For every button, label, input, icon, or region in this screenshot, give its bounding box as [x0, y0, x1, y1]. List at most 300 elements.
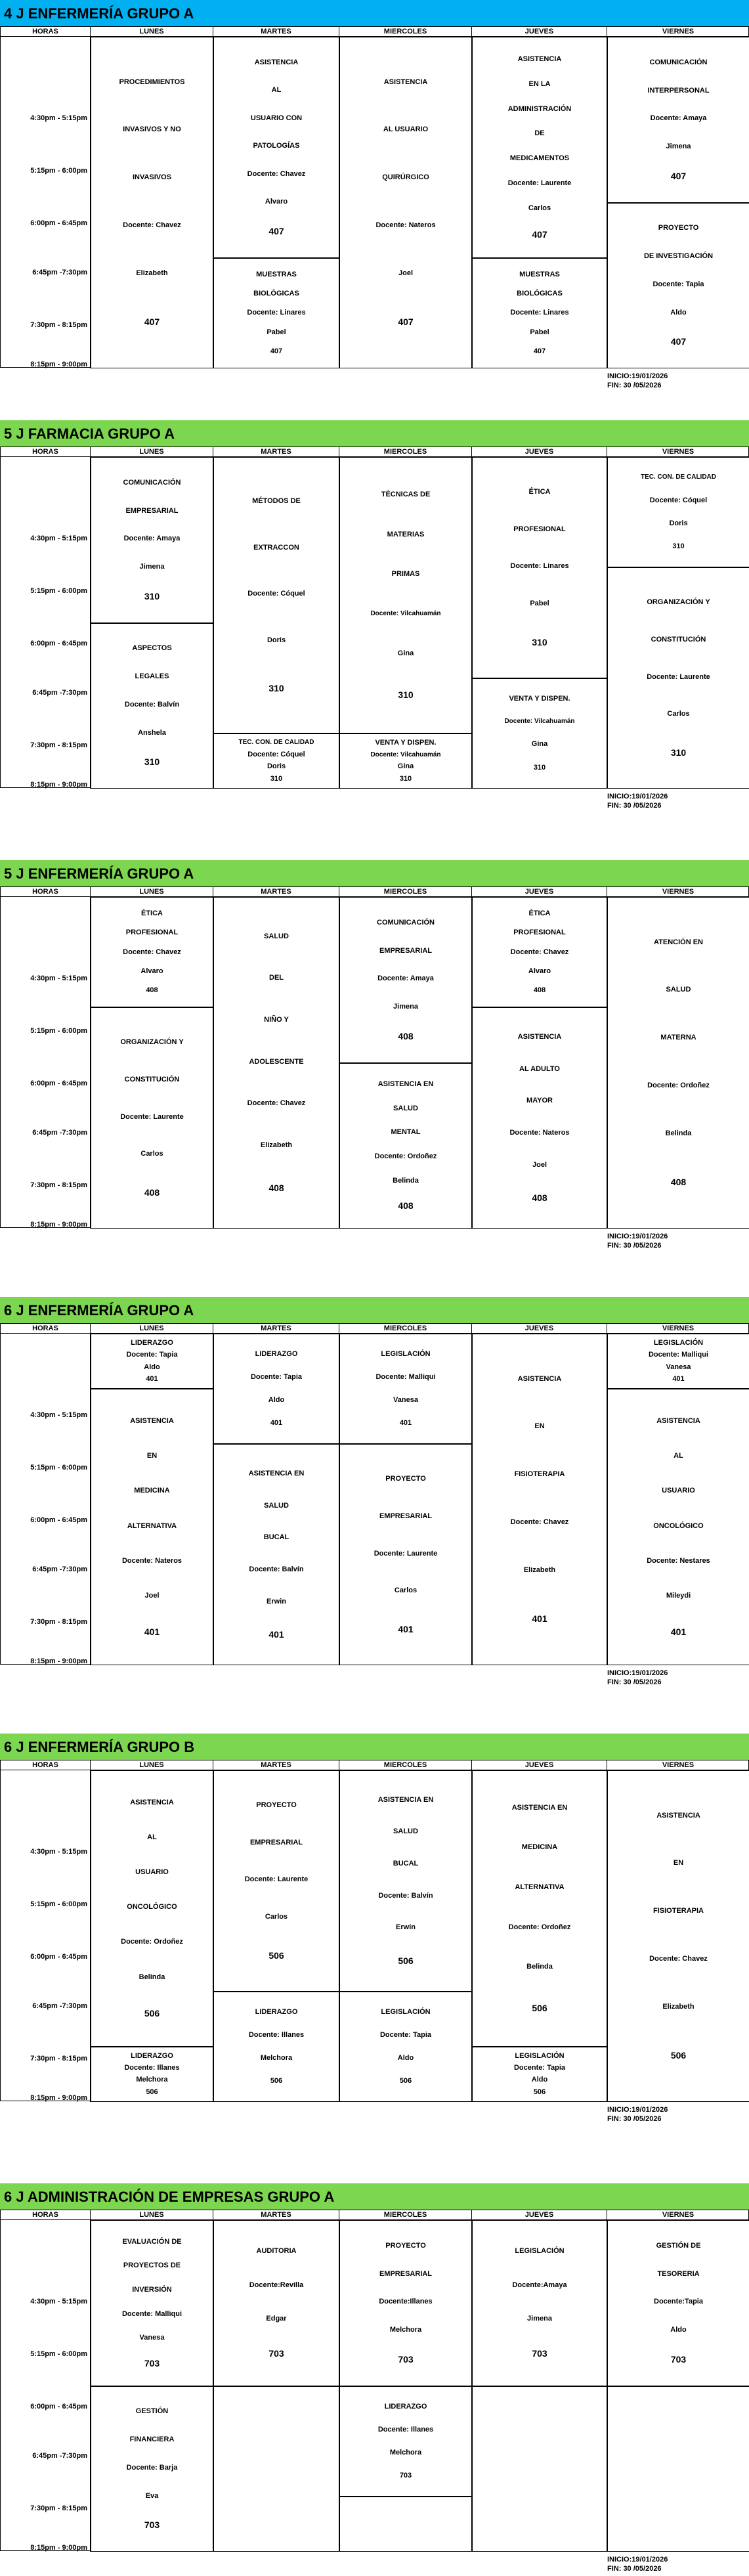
time-slot-label: 6:00pm - 6:45pm: [30, 1516, 87, 1524]
schedule-grid: [0, 886, 749, 1228]
course-line: ATENCIÓN EN: [654, 938, 703, 946]
course-line: Docente: Linares: [247, 309, 306, 317]
course-block: [213, 897, 339, 1229]
course-line: 703: [399, 2471, 412, 2479]
schedule-section: [0, 1734, 749, 2147]
course-line: Anshela: [138, 728, 166, 737]
course-line: VENTA Y DISPEN.: [509, 694, 570, 703]
course-line: Docente: Laurente: [120, 1112, 184, 1121]
course-line: PROFESIONAL: [513, 928, 566, 937]
course-line: SALUD: [393, 1827, 418, 1836]
course-line: 401: [399, 1419, 412, 1428]
course-block: [91, 1770, 213, 2047]
course-line: AL: [674, 1452, 683, 1460]
course-line: 401: [672, 1374, 685, 1383]
date-line: FIN: 30 /05/2026: [607, 802, 662, 810]
date-line: FIN: 30 /05/2026: [607, 1242, 662, 1250]
course-line: Docente: Nateros: [121, 1556, 182, 1565]
column-header: HORAS: [1, 27, 91, 37]
course-line: QUIRÚRGICO: [382, 173, 429, 182]
schedule-grid: [0, 1323, 749, 1665]
course-line: Alvaro: [528, 967, 551, 975]
column-header: HORAS: [1, 1324, 91, 1334]
column-header: JUEVES: [472, 1324, 607, 1334]
course-line: EVALUACIÓN DE: [122, 2237, 182, 2246]
course-block: [91, 897, 213, 1007]
course-line: Docente:Illanes: [379, 2298, 433, 2306]
time-slot-label: 6:45pm -7:30pm: [32, 2002, 87, 2010]
course-line: 407: [398, 317, 414, 328]
course-line: ASISTENCIA: [517, 55, 562, 63]
course-line: 310: [670, 747, 687, 758]
time-slot-label: 7:30pm - 8:15pm: [30, 2055, 87, 2063]
course-line: Carlos: [140, 1150, 163, 1158]
course-line: BUCAL: [393, 1859, 419, 1867]
course-line: PROFESIONAL: [125, 928, 179, 937]
time-column: [1, 897, 91, 1229]
time-slot-label: 8:15pm - 9:00pm: [30, 1221, 87, 1229]
course-line: ASISTENCIA: [130, 1799, 174, 1807]
course-line: Carlos: [667, 710, 690, 718]
course-line: MENTAL: [391, 1128, 421, 1137]
course-line: Docente:Tapia: [654, 2298, 703, 2306]
course-line: 506: [398, 1955, 414, 1966]
time-slot-label: 6:00pm - 6:45pm: [30, 219, 87, 227]
time-slot-label: 6:45pm -7:30pm: [32, 1129, 87, 1137]
course-line: Docente: Laurente: [374, 1549, 438, 1558]
course-block: [339, 457, 472, 733]
course-line: Docente: Chavez: [247, 169, 306, 178]
course-line: FINANCIERA: [129, 2435, 175, 2443]
time-slot-label: 6:00pm - 6:45pm: [30, 2403, 87, 2411]
course-line: FISIOTERAPIA: [514, 1470, 565, 1479]
time-slot-label: 6:45pm -7:30pm: [32, 1565, 87, 1573]
course-line: Docente: Chavez: [649, 1954, 708, 1963]
course-line: Docente: Cóquel: [649, 496, 708, 504]
course-line: 408: [670, 1177, 687, 1188]
course-line: 506: [270, 2076, 283, 2085]
course-line: LIDERAZGO: [131, 2052, 173, 2061]
course-line: ASPECTOS: [132, 644, 172, 653]
course-line: Erwin: [267, 1597, 286, 1605]
time-column: [1, 37, 91, 368]
course-line: TESORERIA: [657, 2269, 700, 2278]
time-slot-label: 8:15pm - 9:00pm: [30, 781, 87, 789]
course-block: [607, 203, 749, 369]
course-line: USUARIO: [135, 1868, 169, 1877]
course-line: Docente: Malliqui: [648, 1351, 709, 1359]
course-line: PROCEDIMIENTOS: [119, 77, 185, 86]
course-block: [91, 623, 213, 789]
course-block: [607, 1770, 749, 2102]
course-line: Jimena: [666, 142, 691, 150]
course-line: Docente: Chavez: [510, 1517, 569, 1526]
course-line: EN LA: [528, 79, 551, 88]
course-line: Elizabeth: [260, 1141, 293, 1149]
course-line: 401: [532, 1613, 547, 1625]
course-line: 310: [398, 689, 414, 700]
course-line: Docente: Chavez: [510, 948, 569, 956]
course-line: PROYECTO: [658, 224, 699, 232]
course-line: Belinda: [139, 1973, 165, 1981]
course-block: [472, 37, 607, 258]
schedule-dates: [607, 1669, 668, 1687]
course-line: CONSTITUCIÓN: [124, 1075, 180, 1083]
course-line: COMUNICACIÓN: [123, 478, 181, 487]
course-line: CONSTITUCIÓN: [651, 635, 706, 644]
course-line: Pabel: [267, 328, 286, 336]
course-line: Docente: Ordoñez: [647, 1081, 710, 1089]
course-block: [213, 37, 339, 258]
course-line: FISIOTERAPIA: [653, 1907, 704, 1915]
course-line: Alvaro: [265, 198, 288, 206]
course-line: LIDERAZGO: [384, 2402, 427, 2411]
course-line: ADMINISTRACIÓN: [507, 104, 572, 113]
course-line: COMUNICACIÓN: [377, 918, 435, 927]
time-column: [1, 1770, 91, 2102]
time-slot-label: 7:30pm - 8:15pm: [30, 2504, 87, 2512]
course-line: ASISTENCIA: [656, 1811, 700, 1820]
course-line: Docente: Laurente: [507, 179, 572, 188]
course-block: [91, 457, 213, 623]
column-header: MIERCOLES: [339, 2210, 472, 2220]
schedule-title: 5 J ENFERMERÍA GRUPO A: [0, 860, 749, 886]
column-header: MARTES: [213, 27, 339, 37]
date-line: FIN: 30 /05/2026: [607, 1678, 662, 1686]
course-line: Belinda: [393, 1176, 419, 1185]
column-header: JUEVES: [472, 1760, 607, 1770]
time-slot-label: 4:30pm - 5:15pm: [30, 114, 87, 122]
course-line: LEGISLACIÓN: [515, 2247, 565, 2256]
course-line: 310: [533, 763, 546, 772]
course-line: PROYECTO: [385, 2241, 426, 2250]
course-line: MEDICINA: [134, 1487, 170, 1495]
course-line: INVERSIÓN: [132, 2285, 172, 2294]
time-column: [1, 2220, 91, 2552]
course-line: AL: [271, 86, 282, 95]
course-line: Melchora: [389, 2326, 422, 2334]
course-block: [607, 1389, 749, 1665]
course-line: Aldo: [397, 2053, 414, 2062]
course-line: Docente: Illanes: [377, 2425, 434, 2434]
course-block: [607, 2220, 749, 2386]
time-slot-label: 4:30pm - 5:15pm: [30, 974, 87, 982]
course-line: ASISTENCIA: [383, 77, 428, 86]
course-line: Docente: Ordoñez: [508, 1923, 571, 1931]
course-line: Belinda: [526, 1963, 553, 1971]
course-line: Aldo: [670, 2326, 687, 2334]
course-line: MATERNA: [660, 1034, 696, 1042]
course-line: EN: [534, 1422, 545, 1431]
date-line: INICIO:19/01/2026: [607, 1669, 668, 1677]
course-line: ONCOLÓGICO: [127, 1903, 177, 1911]
course-block: [339, 1444, 472, 1665]
course-line: Elizabeth: [662, 2002, 695, 2011]
column-header: LUNES: [91, 1324, 213, 1334]
course-line: ASISTENCIA: [254, 58, 299, 66]
course-line: ASISTENCIA: [130, 1417, 174, 1426]
course-line: ASISTENCIA: [517, 1032, 562, 1041]
course-block: [213, 258, 339, 368]
column-header: VIERNES: [607, 1324, 749, 1334]
course-line: 408: [533, 986, 546, 995]
column-header: LUNES: [91, 447, 213, 457]
course-line: Jimena: [393, 1003, 418, 1011]
time-slot-label: 8:15pm - 9:00pm: [30, 360, 87, 368]
course-line: Belinda: [665, 1129, 692, 1137]
course-line: PROYECTOS DE: [123, 2261, 181, 2270]
course-line: Docente: Amaya: [123, 535, 181, 543]
course-line: 703: [670, 2353, 687, 2365]
course-line: Docente: Ordoñez: [121, 1938, 183, 1946]
course-line: 401: [268, 1629, 284, 1640]
course-line: LEGISLACIÓN: [653, 1339, 704, 1347]
course-line: COMUNICACIÓN: [649, 58, 708, 66]
course-line: Docente: Chavez: [123, 221, 181, 229]
course-line: Carlos: [265, 1913, 288, 1921]
column-header: MIERCOLES: [339, 1324, 472, 1334]
course-line: Elizabeth: [136, 269, 168, 277]
course-line: 310: [144, 756, 160, 768]
course-line: 310: [399, 774, 412, 783]
course-block: [91, 2220, 213, 2386]
time-slot-label: 6:00pm - 6:45pm: [30, 640, 87, 647]
course-line: Vanesa: [393, 1396, 418, 1405]
course-line: LEGISLACIÓN: [515, 2052, 565, 2061]
course-line: 703: [532, 2348, 547, 2359]
time-slot-label: 7:30pm - 8:15pm: [30, 1618, 87, 1626]
course-line: AL: [147, 1833, 157, 1842]
course-line: 408: [268, 1183, 284, 1194]
time-slot-label: 4:30pm - 5:15pm: [30, 1848, 87, 1856]
course-block: [339, 2497, 472, 2552]
course-line: MUESTRAS: [256, 270, 297, 278]
course-line: Joel: [398, 269, 413, 277]
schedule-dates: [607, 372, 668, 390]
column-header: LUNES: [91, 1760, 213, 1770]
course-line: EN: [146, 1452, 158, 1460]
course-block: [472, 2386, 607, 2552]
time-slot-label: 8:15pm - 9:00pm: [30, 2094, 87, 2102]
course-line: TEC. CON. DE CALIDAD: [238, 739, 314, 747]
course-line: Doris: [267, 762, 286, 771]
course-line: Gina: [397, 762, 414, 771]
course-line: GESTIÓN DE: [656, 2241, 701, 2250]
course-line: ORGANIZACIÓN Y: [120, 1038, 184, 1047]
course-block: [472, 1007, 607, 1229]
time-column: [1, 1334, 91, 1665]
course-line: Eva: [145, 2491, 159, 2500]
course-line: 408: [146, 986, 158, 995]
course-line: MUESTRAS: [519, 270, 560, 278]
schedule-grid: [0, 26, 749, 368]
course-line: BIOLÓGICAS: [253, 290, 299, 298]
course-block: [91, 2047, 213, 2102]
course-line: EXTRACCON: [253, 543, 299, 552]
course-line: SALUD: [393, 1104, 418, 1112]
time-slot-label: 5:15pm - 6:00pm: [30, 2350, 87, 2358]
date-line: FIN: 30 /05/2026: [607, 382, 662, 389]
column-header: VIERNES: [607, 2210, 749, 2220]
course-line: ÉTICA: [528, 909, 551, 918]
course-line: 407: [268, 226, 284, 237]
time-slot-label: 5:15pm - 6:00pm: [30, 1900, 87, 1908]
course-line: MÉTODOS DE: [252, 496, 301, 505]
course-line: ASISTENCIA: [517, 1374, 562, 1383]
column-header: JUEVES: [472, 887, 607, 897]
course-line: INTERPERSONAL: [647, 86, 710, 95]
course-block: [91, 1334, 213, 1389]
course-block: [472, 678, 607, 789]
course-line: Joel: [144, 1591, 160, 1600]
course-line: LIDERAZGO: [255, 2007, 298, 2016]
column-header: LUNES: [91, 887, 213, 897]
course-line: ASISTENCIA EN: [511, 1803, 568, 1812]
column-header: LUNES: [91, 27, 213, 37]
course-line: EN: [673, 1859, 684, 1867]
schedule-title: 4 J ENFERMERÍA GRUPO A: [0, 0, 749, 26]
time-slot-label: 4:30pm - 5:15pm: [30, 2298, 87, 2305]
course-block: [472, 2047, 607, 2102]
column-header: MARTES: [213, 887, 339, 897]
course-line: Docente: Amaya: [377, 974, 434, 983]
course-line: 506: [533, 2087, 546, 2096]
column-header: JUEVES: [472, 447, 607, 457]
time-slot-label: 5:15pm - 6:00pm: [30, 1464, 87, 1472]
course-line: Docente: Linares: [510, 309, 569, 317]
course-line: SALUD: [666, 986, 691, 994]
course-line: MEDICINA: [521, 1843, 558, 1852]
course-line: LEGISLACIÓN: [381, 2007, 431, 2016]
time-slot-label: 5:15pm - 6:00pm: [30, 1027, 87, 1035]
time-slot-label: 5:15pm - 6:00pm: [30, 587, 87, 595]
course-block: [213, 1992, 339, 2102]
time-slot-label: 7:30pm - 8:15pm: [30, 321, 87, 329]
course-line: Melchora: [389, 2448, 422, 2456]
course-block: [472, 2220, 607, 2386]
schedule-grid: [0, 447, 749, 788]
course-line: 703: [268, 2348, 284, 2359]
course-line: VENTA Y DISPEN.: [375, 739, 437, 747]
column-header: HORAS: [1, 2210, 91, 2220]
course-line: Jimena: [139, 563, 165, 571]
course-line: Doris: [267, 636, 286, 645]
course-line: Docente: Laurente: [244, 1875, 309, 1884]
course-line: Docente: Vilcahuamán: [504, 718, 575, 726]
course-line: Docente:Revilla: [249, 2281, 304, 2289]
course-line: 703: [398, 2353, 414, 2365]
course-line: PATOLOGÍAS: [253, 142, 300, 150]
course-block: [213, 457, 339, 733]
course-line: EMPRESARIAL: [379, 946, 433, 955]
course-line: BIOLÓGICAS: [517, 290, 563, 298]
course-block: [339, 897, 472, 1063]
column-header: HORAS: [1, 447, 91, 457]
course-line: LIDERAZGO: [131, 1339, 173, 1347]
course-line: Docente: Cóquel: [247, 750, 305, 758]
course-line: Docente: Tapia: [250, 1373, 303, 1382]
course-line: BUCAL: [263, 1533, 289, 1542]
course-line: Jimena: [527, 2314, 552, 2323]
column-header: VIERNES: [607, 1760, 749, 1770]
course-line: Docente: Malliqui: [375, 1373, 436, 1382]
course-line: Doris: [669, 519, 688, 527]
course-line: Docente: Illanes: [124, 2064, 180, 2072]
course-block: [213, 2386, 339, 2552]
course-line: Docente: Illanes: [248, 2030, 305, 2039]
course-block: [339, 2220, 472, 2386]
time-slot-label: 7:30pm - 8:15pm: [30, 741, 87, 749]
course-line: Vanesa: [139, 2334, 165, 2342]
course-line: USUARIO CON: [250, 114, 303, 122]
course-line: ASISTENCIA EN: [377, 1795, 434, 1804]
course-line: Docente: Amaya: [650, 114, 707, 123]
course-line: 407: [670, 170, 687, 181]
course-line: 703: [144, 2357, 160, 2369]
schedule-section: [0, 2183, 749, 2576]
course-line: 407: [532, 229, 547, 240]
course-line: 310: [532, 636, 547, 647]
course-block: [607, 2386, 749, 2552]
course-line: MATERIAS: [387, 530, 425, 538]
course-block: [472, 457, 607, 678]
course-line: ALTERNATIVA: [515, 1883, 565, 1892]
course-line: 310: [270, 774, 283, 783]
time-slot-label: 4:30pm - 5:15pm: [30, 535, 87, 542]
course-block: [339, 733, 472, 789]
course-line: PROYECTO: [256, 1801, 297, 1809]
course-line: USUARIO: [662, 1487, 695, 1495]
course-line: Docente: Tapia: [513, 2064, 566, 2072]
course-line: Pabel: [530, 600, 549, 608]
time-slot-label: 7:30pm - 8:15pm: [30, 1181, 87, 1189]
column-header: MARTES: [213, 1760, 339, 1770]
schedule-section: [0, 0, 749, 414]
course-line: Mileydi: [666, 1591, 691, 1600]
course-line: ALTERNATIVA: [127, 1521, 177, 1530]
course-line: ONCOLÓGICO: [653, 1521, 704, 1530]
course-line: 407: [533, 347, 546, 355]
course-line: Docente: Nateros: [375, 221, 436, 229]
course-line: Carlos: [528, 204, 551, 212]
course-block: [213, 1444, 339, 1665]
schedule-title: 6 J ADMINISTRACIÓN DE EMPRESAS GRUPO A: [0, 2183, 749, 2210]
course-block: [607, 897, 749, 1229]
time-slot-label: 8:15pm - 9:00pm: [30, 2544, 87, 2552]
course-line: Docente: Cóquel: [247, 590, 305, 598]
date-line: FIN: 30 /05/2026: [607, 2565, 662, 2573]
schedule-title: 5 J FARMACIA GRUPO A: [0, 420, 749, 447]
course-line: SALUD: [264, 1501, 289, 1510]
time-slot-label: 6:45pm -7:30pm: [32, 689, 87, 697]
date-line: INICIO:19/01/2026: [607, 1233, 668, 1240]
course-line: AUDITORIA: [256, 2247, 297, 2256]
course-line: EMPRESARIAL: [249, 1838, 303, 1846]
column-header: HORAS: [1, 887, 91, 897]
course-line: 506: [268, 1950, 284, 1961]
course-block: [472, 1770, 607, 2047]
course-line: GESTIÓN: [135, 2407, 169, 2416]
date-line: INICIO:19/01/2026: [607, 2106, 668, 2114]
course-line: Gina: [397, 649, 414, 658]
course-line: LEGALES: [135, 672, 169, 680]
course-line: 401: [144, 1626, 160, 1637]
schedule-dates: [607, 2555, 668, 2573]
course-block: [607, 457, 749, 567]
course-block: [339, 1063, 472, 1229]
course-line: Edgar: [266, 2314, 287, 2323]
time-slot-label: 6:45pm -7:30pm: [32, 269, 87, 276]
